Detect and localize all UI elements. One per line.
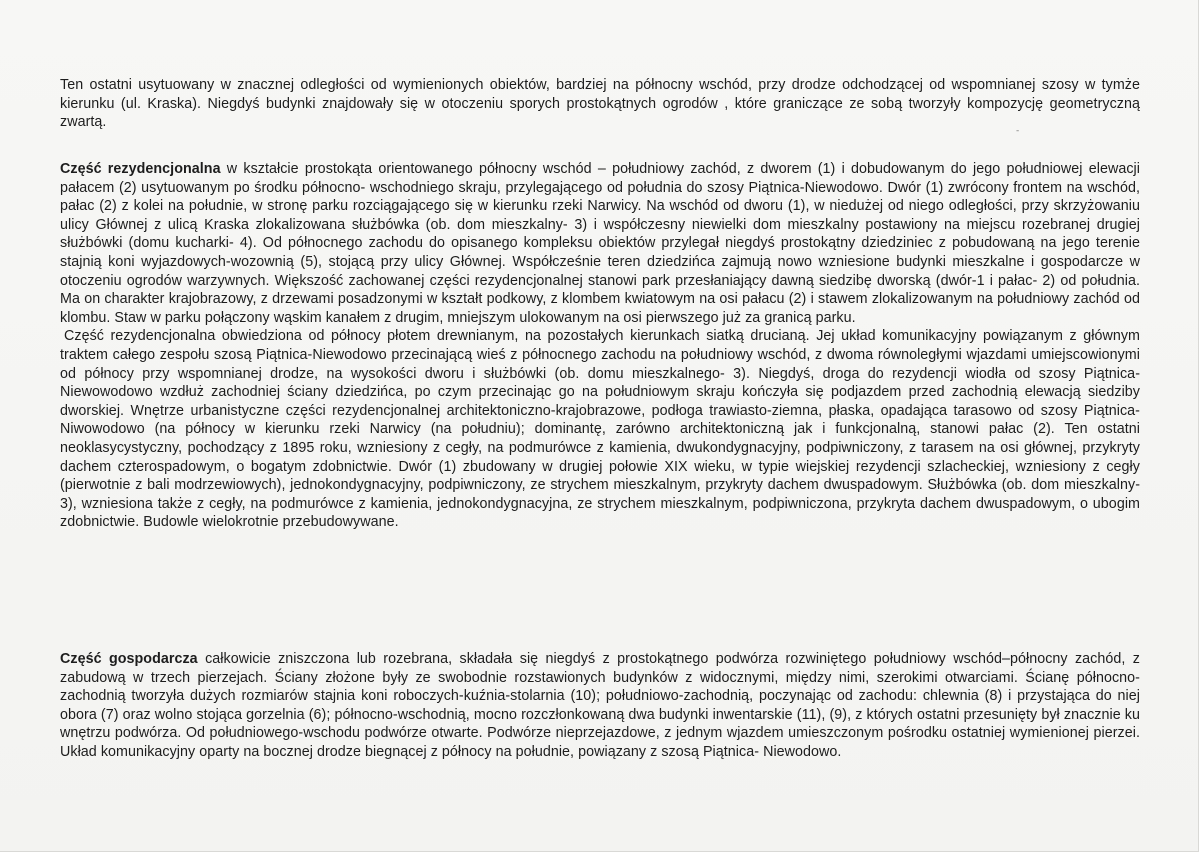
farm-body: całkowicie zniszczona lub rozebrana, składała się niegdyś z prostokątnego podwórza rozwiniętego południowy wschód–północny zachód, z zabudową w trzech pierzejach. Ściany złożone były ze swobodnie rozstawionych budynków z widocznymi, między nimi, szerokimi otwarciami. Ścianę północno-zachodnią tworzyła dużych rozmiarów stajnia koni roboczych-kuźnia-stolarnia (10); południowo-zachodnią, poczynając od zachodu: chlewnia (8) i przystająca do niej obora (7) oraz wolno stojąca gorzelnia (6); północno-wschodnią, mocno rozczłonkowaną dwa budynki inwentarskie (11), (9), z których ostatni przesunięty był znacznie ku wnętrzu podwórza. Od południowego-wschodu podwórze otwarte. Podwórze nieprzejazdowe, z jednym wjazdem umieszczonym pośrodku ostatniej wymienionej pierzei. Układ komunikacyjny oparty na bocznej drodze biegnącej z północy na południe, powiązany z szosą Piątnica- Niewodowo. (60, 651, 1140, 760)
farm-section (60, 650, 1140, 762)
residential-paragraph (60, 160, 1140, 327)
margin-mark: - (1016, 126, 1020, 136)
intro-text: Ten ostatni usytuowany w znacznej odległości od wymienionych obiektów, bardziej na północny wschód, przy drodze odchodzącej od wspomnianej szosy w tymże kierunku (ul. Kraska). Niegdyś budynki znajdowały się w otoczeniu sporych prostokątnych ogrodów , które graniczące ze sobą tworzyły kompozycję geometryczną zwartą. (60, 77, 1140, 131)
residential-section (60, 160, 1140, 532)
farm-paragraph (60, 650, 1140, 762)
residential-body: w kształcie prostokąta orientowanego północny wschód – południowy zachód, z dworem (1) i dobudowanym do jego południowej elewacji pałacem (2) usytuowanym po środku północno- wschodniego skraju, przylegającego od południa do szosy Piątnica-Niewodowo. Dwór (1) zwrócony frontem na wschód, pałac (2) z kolei na południe, w stronę parku rozciągającego się w kierunku rzeki Narwicy. Na wschód od dworu (1), w niedużej od niego odległości, przy skrzyżowaniu ulicy Głównej z ulicą Kraska zlokalizowana służbówka (ob. dom mieszkalny- 3) i współczesny niewielki dom mieszkalny postawiony na miejscu rozebranej drugiej służbówki (domu kucharki- 4). Od północnego zachodu do opisanego kompleksu obiektów przylegał niegdyś prostokątny dziedziniec z pobudowaną na jego terenie stajnią koni wyjazdowych-wozownią (5), stojącą przy ulicy Głównej. Współcześnie teren dziedzińca zajmują nowo wzniesione budynki mieszkalne i gospodarcze w otoczeniu ogrodów warzywnych. Większość zachowanej części rezydencjonalnej stanowi park przesłaniający dawną siedzibę dworską (dwór-1 i pałac- 2) od południa. Ma on charakter krajobrazowy, z drzewami posadzonymi w kształt podkowy, z klombem kwiatowym na osi pałacu (2) i stawem zlokalizowanym na południowy zachód od klombu. Staw w parku połączony wąskim kanałem z drugim, mniejszym ulokowanym na osi pierwszego już za granicą parku. (60, 161, 1140, 326)
intro-paragraph (60, 76, 1140, 132)
farm-heading: Część gospodarcza (60, 651, 198, 667)
residential-paragraph-2: Część rezydencjonalna obwiedziona od północy płotem drewnianym, na pozostałych kierunkach siatką drucianą. Jej układ komunikacyjny powiązanym z głównym traktem całego zespołu szosą Piątnica-Niewodowo przecinającą wieś z północnego zachodu na południowy wschód, z dwoma równoległymi wjazdami umiejscowionymi od północy przy wspomnianej drodze, na wysokości dworu i służbówki (ob. domu mieszkalnego- 3). Niegdyś, droga do rezydencji wiodła od szosy Piątnica-Niewowodowo wzdłuż zachodniej ściany dziedzińca, po czym przecinając go na południowym skraju kończyła się podjazdem przed zachodnią elewacją siedziby dworskiej. Wnętrze urbanistyczne części rezydencjonalnej architektoniczno-krajobrazowe, podłoga trawiasto-ziemna, płaska, opadająca tarasowo od szosy Piątnica-Niwowodowo (na północy w kierunku rzeki Narwicy (na południu); dominantę, zarówno architektoniczną jak i funkcjonalną, stanowi pałac (2). Ten ostatni neoklasycystyczny, pochodzący z 1895 roku, wzniesiony z cegły, na podmurówce z kamienia, dwukondygnacyjny, podpiwniczony, z tarasem na osi głównej, przykryty dachem czterospadowym, o bogatym zdobnictwie. Dwór (1) zbudowany w drugiej połowie XIX wieku, w typie wiejskiej rezydencji szlacheckiej, wzniesiony z cegły (pierwotnie z bali modrzewiowych), jednokondygnacyjny, podpiwniczony, ze strychem mieszkalnym, przykryty dachem dwuspadowym. Służbówka (ob. dom mieszkalny- 3), wzniesiona także z cegły, na podmurówce z kamienia, jednokondygnacyjna, ze strychem mieszkalnym, podpiwniczona, przykryta dachem dwuspadowym, o ubogim zdobnictwie. Budowle wielokrotnie przebudowywane. (60, 328, 1140, 531)
residential-heading: Część rezydencjonalna (60, 161, 221, 177)
